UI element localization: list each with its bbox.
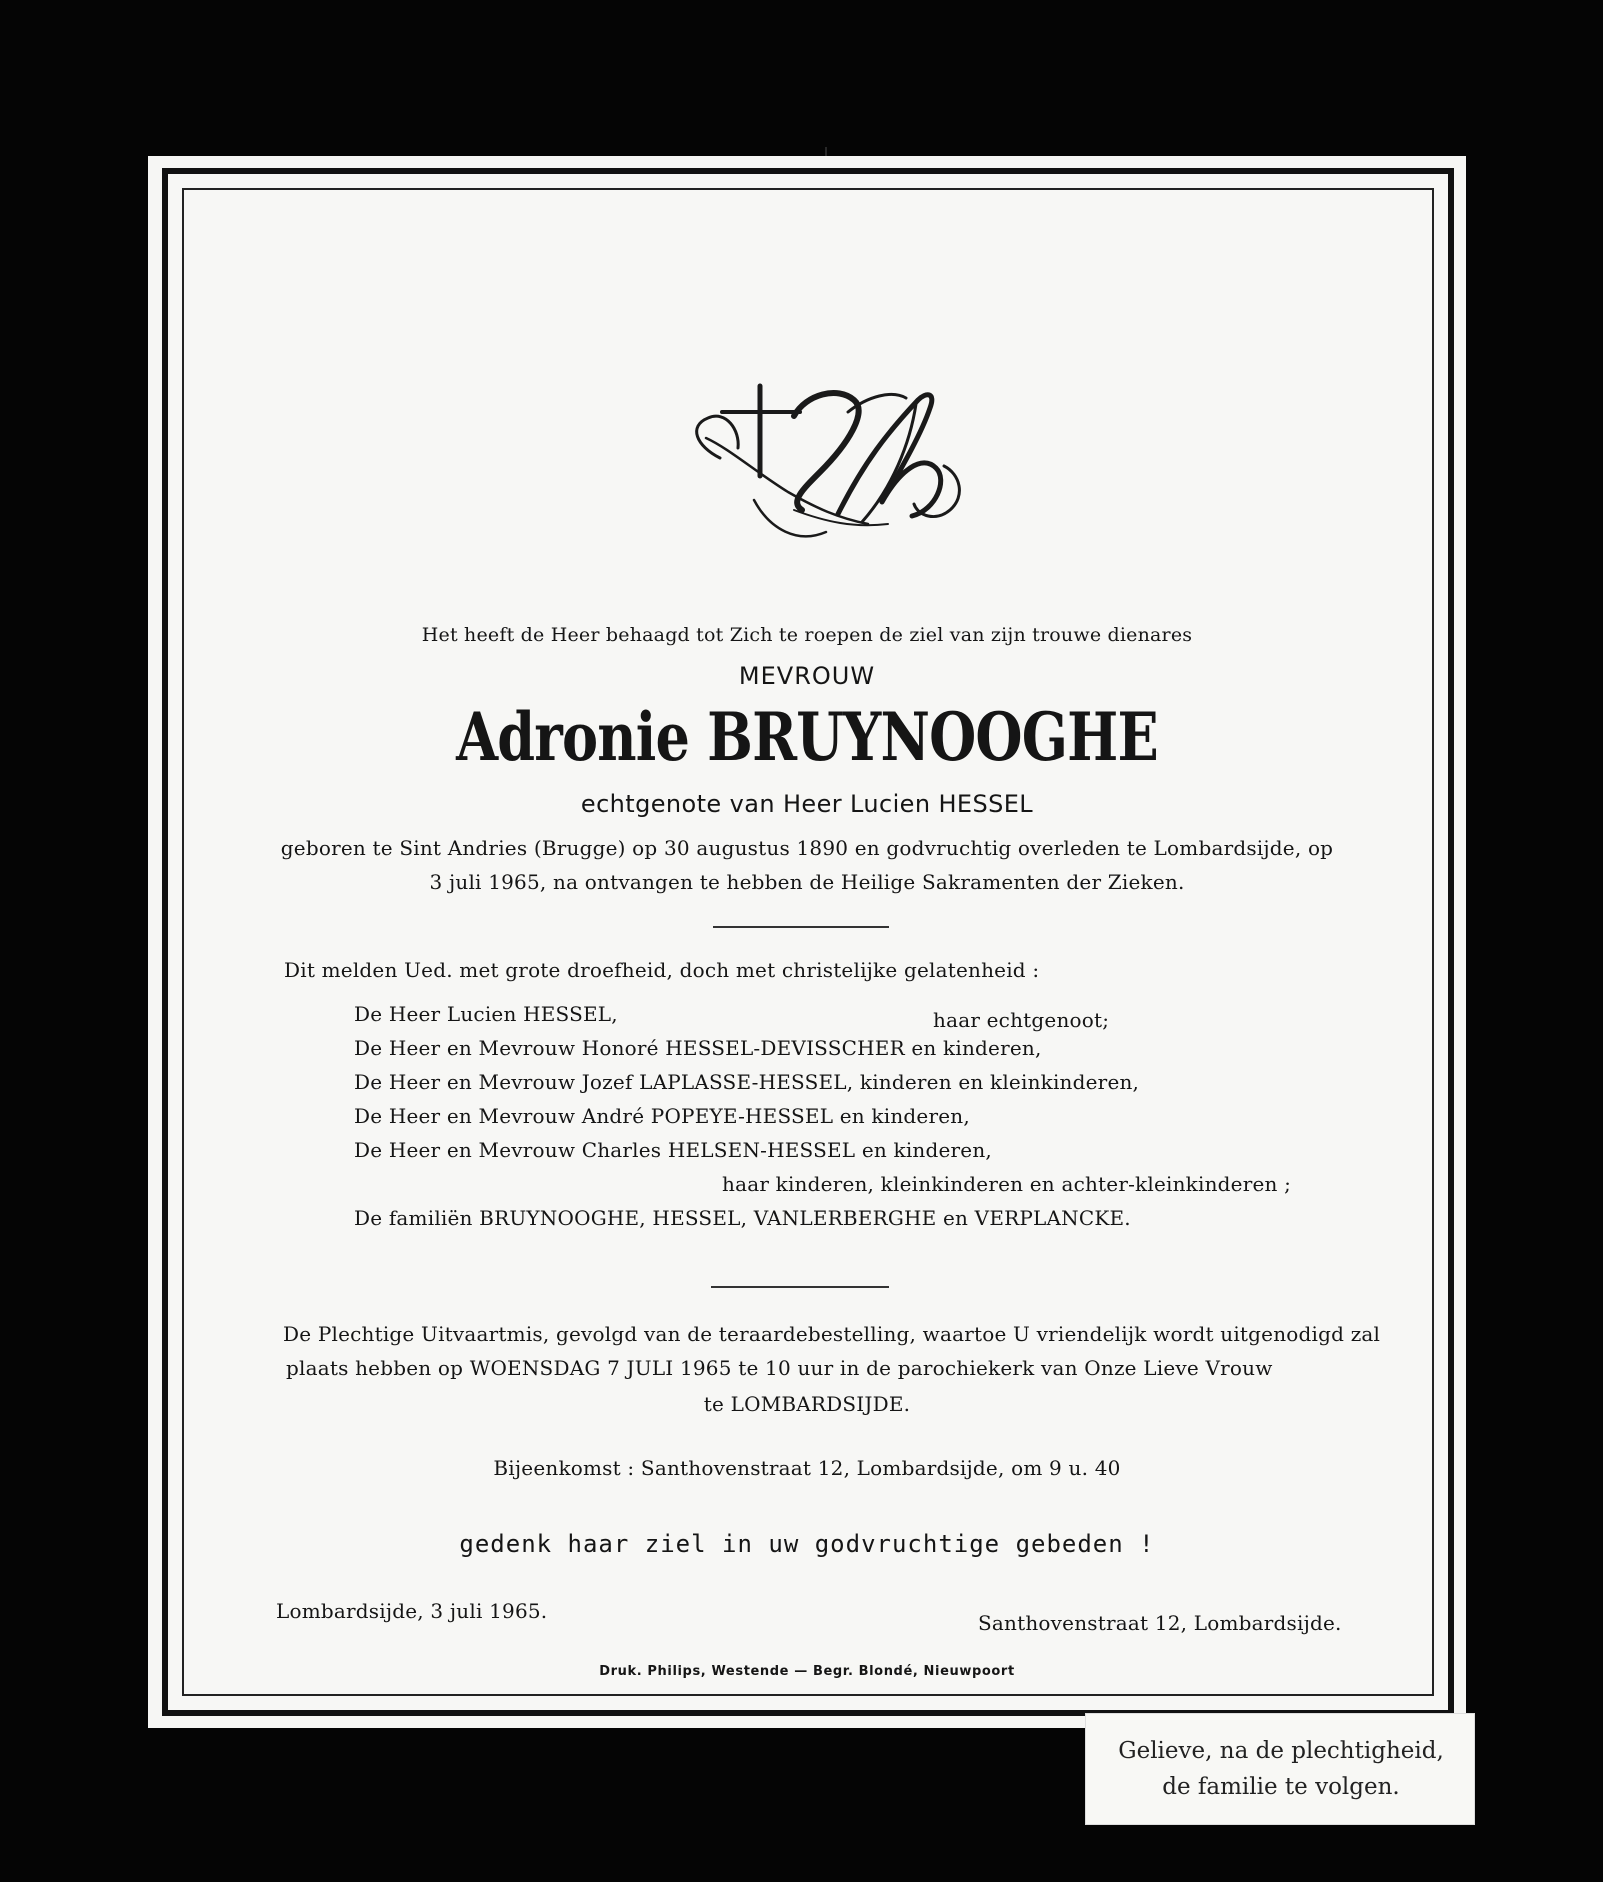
- service-line-1: De Plechtige Uitvaartmis, gevolgd van de teraardebestelling, waartoe U vriendelijk wordt uitgenodigd zal: [283, 1322, 1381, 1346]
- divider-rule-middle: [711, 1286, 889, 1288]
- attached-note: [1085, 1713, 1475, 1825]
- birth-death-line-2: 3 juli 1965, na ontvangen te hebben de Heilige Sakramenten der Zieken.: [429, 870, 1185, 894]
- attached-note-line-2: de familie te volgen.: [1162, 1774, 1400, 1800]
- place-date: Lombardsijde, 3 juli 1965.: [276, 1599, 548, 1623]
- intro-text: Het heeft de Heer behaagd tot Zich te roepen de ziel van zijn trouwe dienares: [421, 624, 1193, 646]
- birth-death-line-1: geboren te Sint Andries (Brugge) op 30 augustus 1890 en godvruchtig overleden te Lombardsijde, op: [280, 836, 1334, 860]
- attached-note-line-1: Gelieve, na de plechtigheid,: [1118, 1738, 1444, 1764]
- cross-monogram-icon: [678, 374, 998, 554]
- service-line-3: te LOMBARDSIJDE.: [703, 1392, 911, 1416]
- meeting-line: Bijeenkomst : Santhovenstraat 12, Lombardsijde, om 9 u. 40: [493, 1456, 1121, 1480]
- printer-credit: Druk. Philips, Westende — Begr. Blondé, Nieuwpoort: [599, 1664, 1015, 1679]
- spouse-line: echtgenote van Heer Lucien HESSEL: [580, 790, 1034, 818]
- family-line-1-left: De Heer Lucien HESSEL,: [354, 1002, 618, 1026]
- remembrance-line: gedenk haar ziel in uw godvruchtige gebeden !: [459, 1530, 1155, 1558]
- service-line-2: plaats hebben op WOENSDAG 7 JULI 1965 te 10 uur in de parochiekerk van Onze Lieve Vrouw: [286, 1356, 1273, 1380]
- family-line-1-right: haar echtgenoot;: [933, 1008, 1110, 1032]
- divider-rule-top: [713, 926, 889, 928]
- announcement-line: Dit melden Ued. met grote droefheid, doch met christelijke gelatenheid :: [284, 958, 1040, 982]
- family-line-2: De Heer en Mevrouw Honoré HESSEL-DEVISSCHER en kinderen,: [354, 1036, 1042, 1060]
- attached-note-text: [1097, 1733, 1465, 1805]
- card-content: [148, 156, 1466, 1728]
- family-address: Santhovenstraat 12, Lombardsijde.: [978, 1611, 1342, 1635]
- family-line-4: De Heer en Mevrouw André POPEYE-HESSEL en kinderen,: [354, 1104, 970, 1128]
- family-line-6-right: haar kinderen, kleinkinderen en achter-kleinkinderen ;: [722, 1172, 1292, 1196]
- honorific-title: MEVROUW: [738, 662, 876, 690]
- deceased-name: Adronie BRUYNOOGHE: [456, 698, 1158, 776]
- funeral-card: [148, 156, 1466, 1728]
- family-line-7: De familiën BRUYNOOGHE, HESSEL, VANLERBERGHE en VERPLANCKE.: [354, 1206, 1131, 1230]
- family-line-3: De Heer en Mevrouw Jozef LAPLASSE-HESSEL, kinderen en kleinkinderen,: [354, 1070, 1140, 1094]
- family-line-5: De Heer en Mevrouw Charles HELSEN-HESSEL en kinderen,: [354, 1138, 992, 1162]
